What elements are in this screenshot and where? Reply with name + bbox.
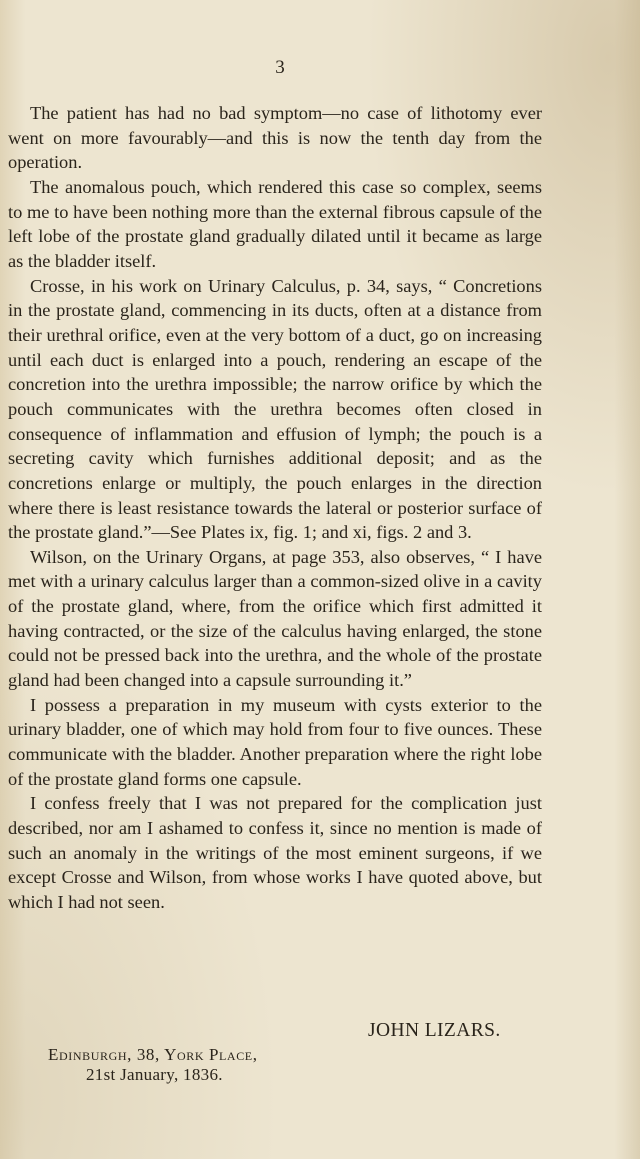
paragraph: The patient has had no bad symptom—no case of lithotomy ever went on more favourably—and this is now the tenth day from the operation. [8,103,542,173]
body-text [8,101,542,915]
paragraph: Crosse, in his work on Urinary Calculus, p. 34, says, “ Concretions in the prostate gland, commencing in its ducts, often at a distance from their urethral orifice, even at the very bottom of a duct, go on increasing until each duct is enlarged into a pouch, rendering an escape of the concretion into the urethra impossible; the narrow orifice by which the pouch communicates with the urethra becomes often closed in consequence of inflammation and effusion of lymph; the pouch is a secreting cavity which furnishes additional deposit; and as the concretions enlarge or multiply, the pouch enlarges in the direction where there is least resistance towards the lateral or posterior surface of the prostate gland.”—See Plates ix, fig. 1; and xi, figs. 2 and 3. [8,275,542,543]
page-number: 3 [275,57,285,78]
date-line: 21st January, 1836. [86,1065,223,1084]
paragraph: I confess freely that I was not prepared for the complication just described, nor am I ashamed to confess it, since no mention is made of such an anomaly in the writings of the most eminent surgeons, if we except Crosse and Wilson, from whose works I have quoted above, but which I had not seen. [8,793,542,912]
paragraph: The anomalous pouch, which rendered this case so complex, seems to me to have been nothing more than the external fibrous capsule of the left lobe of the prostate gland gradually dilated until it became as large as the bladder itself. [8,176,542,271]
paragraph: I possess a preparation in my museum with cysts exterior to the urinary bladder, one of which may hold from four to five ounces. These communicate with the bladder. Another preparation where the right lobe of the prostate gland forms one capsule. [8,694,542,789]
paragraph: Wilson, on the Urinary Organs, at page 353, also observes, “ I have met with a urinary calculus larger than a common-sized olive in a cavity of the prostate gland, where, from the orifice which first admitted it having contracted, or the size of the calculus having enlarged, the stone could not be pressed back into the urethra, and the whole of the prostate gland had been changed into a capsule surrounding it.” [8,546,542,691]
place-line: Edinburgh, 38, York Place, [48,1045,258,1064]
author-signature: JOHN LIZARS. [368,1020,501,1041]
